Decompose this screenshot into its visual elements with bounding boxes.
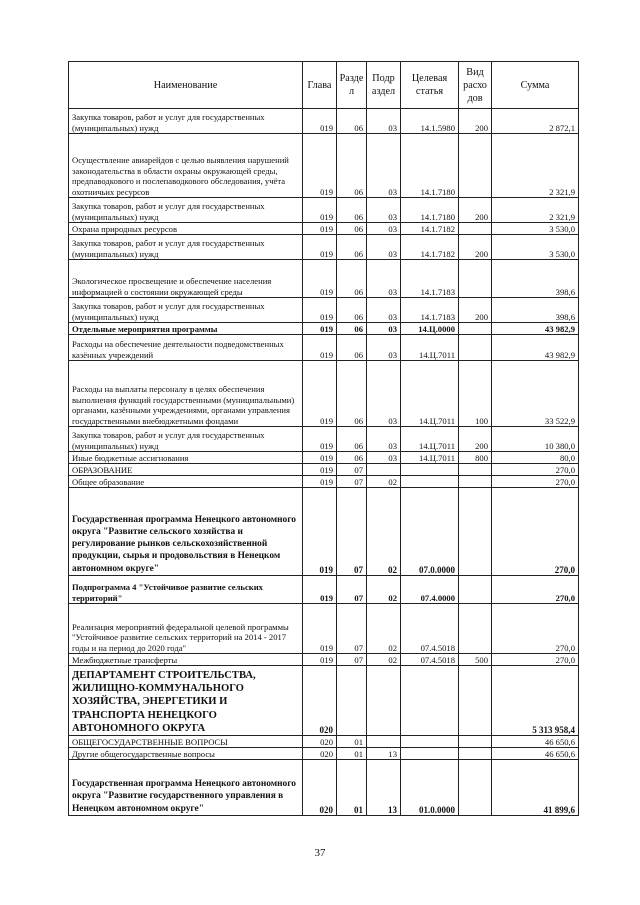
cell-statya: 14.Ц.7011 [401, 361, 459, 427]
cell-statya: 01.0.0000 [401, 760, 459, 816]
cell-vid [459, 134, 492, 198]
cell-glava: 019 [303, 654, 337, 666]
cell-razdel: 07 [337, 488, 367, 576]
cell-statya: 07.0.0000 [401, 488, 459, 576]
cell-vid: 200 [459, 235, 492, 260]
cell-glava: 019 [303, 235, 337, 260]
cell-summa: 43 982,9 [492, 335, 579, 361]
cell-glava: 019 [303, 476, 337, 488]
cell-summa: 2 321,9 [492, 134, 579, 198]
cell-name: Государственная программа Ненецкого автономного округа "Развитие государственного управления в Ненецком автономном округе" [69, 760, 303, 816]
cell-statya: 14.1.7183 [401, 298, 459, 323]
cell-glava: 019 [303, 223, 337, 235]
cell-name: ОБРАЗОВАНИЕ [69, 464, 303, 476]
cell-razdel: 06 [337, 323, 367, 335]
cell-podrazdel: 03 [367, 260, 401, 298]
cell-vid [459, 748, 492, 760]
cell-glava: 019 [303, 576, 337, 604]
cell-summa: 270,0 [492, 488, 579, 576]
cell-glava: 019 [303, 298, 337, 323]
cell-razdel: 07 [337, 604, 367, 654]
table-row [69, 476, 579, 488]
cell-statya: 14.1.7180 [401, 198, 459, 223]
cell-vid [459, 576, 492, 604]
table-header-row [69, 62, 579, 109]
cell-podrazdel: 03 [367, 235, 401, 260]
table-row [69, 323, 579, 335]
cell-summa: 46 650,6 [492, 748, 579, 760]
cell-summa: 2 872,1 [492, 109, 579, 134]
cell-vid: 500 [459, 654, 492, 666]
table-row [69, 452, 579, 464]
cell-glava: 019 [303, 260, 337, 298]
cell-summa: 398,6 [492, 260, 579, 298]
cell-glava: 020 [303, 760, 337, 816]
table-row [69, 427, 579, 452]
cell-summa: 41 899,6 [492, 760, 579, 816]
header-podrazdel: Подр аздел [367, 62, 401, 109]
cell-podrazdel: 03 [367, 427, 401, 452]
cell-vid [459, 476, 492, 488]
cell-razdel: 06 [337, 361, 367, 427]
cell-summa: 270,0 [492, 604, 579, 654]
cell-glava: 020 [303, 736, 337, 748]
cell-summa: 80,0 [492, 452, 579, 464]
cell-vid [459, 736, 492, 748]
table-row [69, 748, 579, 760]
cell-statya: 07.4.5018 [401, 604, 459, 654]
cell-podrazdel: 02 [367, 488, 401, 576]
cell-statya: 14.1.7182 [401, 223, 459, 235]
cell-name: Межбюджетные трансферты [69, 654, 303, 666]
cell-statya [401, 666, 459, 736]
cell-statya [401, 736, 459, 748]
cell-statya: 14.1.7183 [401, 260, 459, 298]
table-row [69, 198, 579, 223]
cell-glava: 019 [303, 452, 337, 464]
cell-vid [459, 604, 492, 654]
cell-name: Расходы на обеспечение деятельности подведомственных казённых учреждений [69, 335, 303, 361]
cell-vid: 100 [459, 361, 492, 427]
cell-podrazdel: 03 [367, 223, 401, 235]
table-row [69, 464, 579, 476]
cell-podrazdel: 02 [367, 576, 401, 604]
cell-podrazdel: 03 [367, 361, 401, 427]
table-row [69, 654, 579, 666]
cell-razdel: 06 [337, 427, 367, 452]
cell-summa: 398,6 [492, 298, 579, 323]
cell-name: ДЕПАРТАМЕНТ СТРОИТЕЛЬСТВА, ЖИЛИЩНО-КОММУНАЛЬНОГО ХОЗЯЙСТВА, ЭНЕРГЕТИКИ И ТРАНСПОРТА НЕНЕЦКОГО АВТОНОМНОГО ОКРУГА [69, 666, 303, 736]
cell-name: Расходы на выплаты персоналу в целях обеспечения выполнения функций государственными (муниципальными) органами, казёнными учреждениями, органами управления государственными внебюджетными фондами [69, 361, 303, 427]
cell-name: Закупка товаров, работ и услуг для государственных (муниципальных) нужд [69, 427, 303, 452]
cell-name: Иные бюджетные ассигнования [69, 452, 303, 464]
header-summa: Сумма [492, 62, 579, 109]
cell-name: Отдельные мероприятия программы [69, 323, 303, 335]
cell-summa: 33 522,9 [492, 361, 579, 427]
cell-name: Охрана природных ресурсов [69, 223, 303, 235]
cell-summa: 270,0 [492, 476, 579, 488]
cell-statya: 14.Ц.7011 [401, 335, 459, 361]
cell-razdel: 07 [337, 576, 367, 604]
cell-razdel: 06 [337, 452, 367, 464]
cell-statya: 14.Ц.0000 [401, 323, 459, 335]
cell-vid [459, 488, 492, 576]
cell-podrazdel: 13 [367, 748, 401, 760]
table-row [69, 604, 579, 654]
cell-name: Государственная программа Ненецкого автономного округа "Развитие сельского хозяйства и регулирование рынков сельскохозяйственной продукции, сырья и продовольствия в Ненецком автономном округе" [69, 488, 303, 576]
cell-name: ОБЩЕГОСУДАРСТВЕННЫЕ ВОПРОСЫ [69, 736, 303, 748]
cell-name: Экологическое просвещение и обеспечение населения информацией о состоянии окружающей среды [69, 260, 303, 298]
cell-glava: 019 [303, 109, 337, 134]
table-row [69, 260, 579, 298]
cell-name: Закупка товаров, работ и услуг для государственных (муниципальных) нужд [69, 235, 303, 260]
cell-podrazdel: 02 [367, 476, 401, 488]
cell-glava: 019 [303, 323, 337, 335]
cell-statya [401, 464, 459, 476]
cell-statya: 07.4.5018 [401, 654, 459, 666]
cell-statya [401, 476, 459, 488]
budget-table [68, 61, 579, 816]
table-row [69, 109, 579, 134]
cell-podrazdel [367, 666, 401, 736]
cell-vid [459, 464, 492, 476]
cell-glava: 019 [303, 464, 337, 476]
header-statya: Целевая статья [401, 62, 459, 109]
cell-statya: 14.Ц.7011 [401, 427, 459, 452]
cell-podrazdel: 03 [367, 134, 401, 198]
table-row [69, 666, 579, 736]
cell-vid [459, 666, 492, 736]
cell-summa: 270,0 [492, 654, 579, 666]
cell-summa: 46 650,6 [492, 736, 579, 748]
cell-podrazdel: 13 [367, 760, 401, 816]
cell-razdel: 07 [337, 654, 367, 666]
cell-summa: 270,0 [492, 576, 579, 604]
cell-vid: 200 [459, 427, 492, 452]
cell-vid [459, 223, 492, 235]
cell-glava: 019 [303, 604, 337, 654]
header-name: Наименование [69, 62, 303, 109]
cell-razdel: 06 [337, 298, 367, 323]
cell-name: Общее образование [69, 476, 303, 488]
cell-podrazdel: 03 [367, 298, 401, 323]
cell-vid: 800 [459, 452, 492, 464]
table-row [69, 488, 579, 576]
cell-name: Закупка товаров, работ и услуг для государственных (муниципальных) нужд [69, 298, 303, 323]
cell-name: Осуществление авиарейдов с целью выявления нарушений законодательства в области охраны окружающей среды, предпаводкового и послепаводкового обследования, учёта охотничьих ресурсов [69, 134, 303, 198]
cell-glava: 019 [303, 361, 337, 427]
cell-name: Закупка товаров, работ и услуг для государственных (муниципальных) нужд [69, 109, 303, 134]
cell-razdel: 06 [337, 235, 367, 260]
cell-vid [459, 335, 492, 361]
cell-statya: 14.1.5980 [401, 109, 459, 134]
cell-vid: 200 [459, 198, 492, 223]
cell-podrazdel: 03 [367, 335, 401, 361]
cell-statya: 14.1.7182 [401, 235, 459, 260]
cell-razdel: 01 [337, 748, 367, 760]
header-razdel: Разде л [337, 62, 367, 109]
cell-razdel: 06 [337, 134, 367, 198]
cell-razdel: 06 [337, 198, 367, 223]
cell-glava: 020 [303, 748, 337, 760]
cell-razdel: 06 [337, 109, 367, 134]
cell-vid [459, 260, 492, 298]
table-body [69, 109, 579, 816]
cell-name: Другие общегосударственные вопросы [69, 748, 303, 760]
cell-summa: 2 321,9 [492, 198, 579, 223]
cell-razdel: 06 [337, 260, 367, 298]
table-row [69, 335, 579, 361]
table-row [69, 134, 579, 198]
cell-glava: 019 [303, 134, 337, 198]
cell-summa: 3 530,0 [492, 223, 579, 235]
cell-podrazdel: 03 [367, 452, 401, 464]
cell-statya [401, 748, 459, 760]
table-row [69, 223, 579, 235]
cell-statya: 14.1.7180 [401, 134, 459, 198]
cell-razdel [337, 666, 367, 736]
cell-podrazdel: 02 [367, 654, 401, 666]
table-row [69, 298, 579, 323]
cell-podrazdel: 03 [367, 109, 401, 134]
cell-razdel: 01 [337, 760, 367, 816]
cell-summa: 43 982,9 [492, 323, 579, 335]
table-row [69, 576, 579, 604]
table-row [69, 235, 579, 260]
cell-podrazdel: 03 [367, 198, 401, 223]
header-glava: Глава [303, 62, 337, 109]
table-row [69, 760, 579, 816]
cell-vid [459, 323, 492, 335]
cell-summa: 270,0 [492, 464, 579, 476]
cell-glava: 019 [303, 335, 337, 361]
table-row [69, 736, 579, 748]
cell-statya: 07.4.0000 [401, 576, 459, 604]
cell-summa: 3 530,0 [492, 235, 579, 260]
cell-razdel: 07 [337, 464, 367, 476]
cell-name: Реализация мероприятий федеральной целевой программы "Устойчивое развитие сельских территорий на 2014 - 2017 годы и на период до 2020 года" [69, 604, 303, 654]
header-vid: Вид расхо дов [459, 62, 492, 109]
cell-razdel: 01 [337, 736, 367, 748]
cell-razdel: 06 [337, 335, 367, 361]
cell-name: Закупка товаров, работ и услуг для государственных (муниципальных) нужд [69, 198, 303, 223]
cell-glava: 020 [303, 666, 337, 736]
table-row [69, 361, 579, 427]
page-number: 37 [314, 847, 326, 859]
cell-podrazdel: 03 [367, 323, 401, 335]
cell-razdel: 07 [337, 476, 367, 488]
cell-vid: 200 [459, 298, 492, 323]
cell-podrazdel: 02 [367, 604, 401, 654]
cell-podrazdel [367, 736, 401, 748]
cell-glava: 019 [303, 198, 337, 223]
cell-vid [459, 760, 492, 816]
cell-razdel: 06 [337, 223, 367, 235]
cell-vid: 200 [459, 109, 492, 134]
cell-summa: 10 380,0 [492, 427, 579, 452]
cell-name: Подпрограмма 4 "Устойчивое развитие сельских территорий" [69, 576, 303, 604]
cell-statya: 14.Ц.7011 [401, 452, 459, 464]
cell-glava: 019 [303, 488, 337, 576]
cell-glava: 019 [303, 427, 337, 452]
cell-summa: 5 313 958,4 [492, 666, 579, 736]
cell-podrazdel [367, 464, 401, 476]
